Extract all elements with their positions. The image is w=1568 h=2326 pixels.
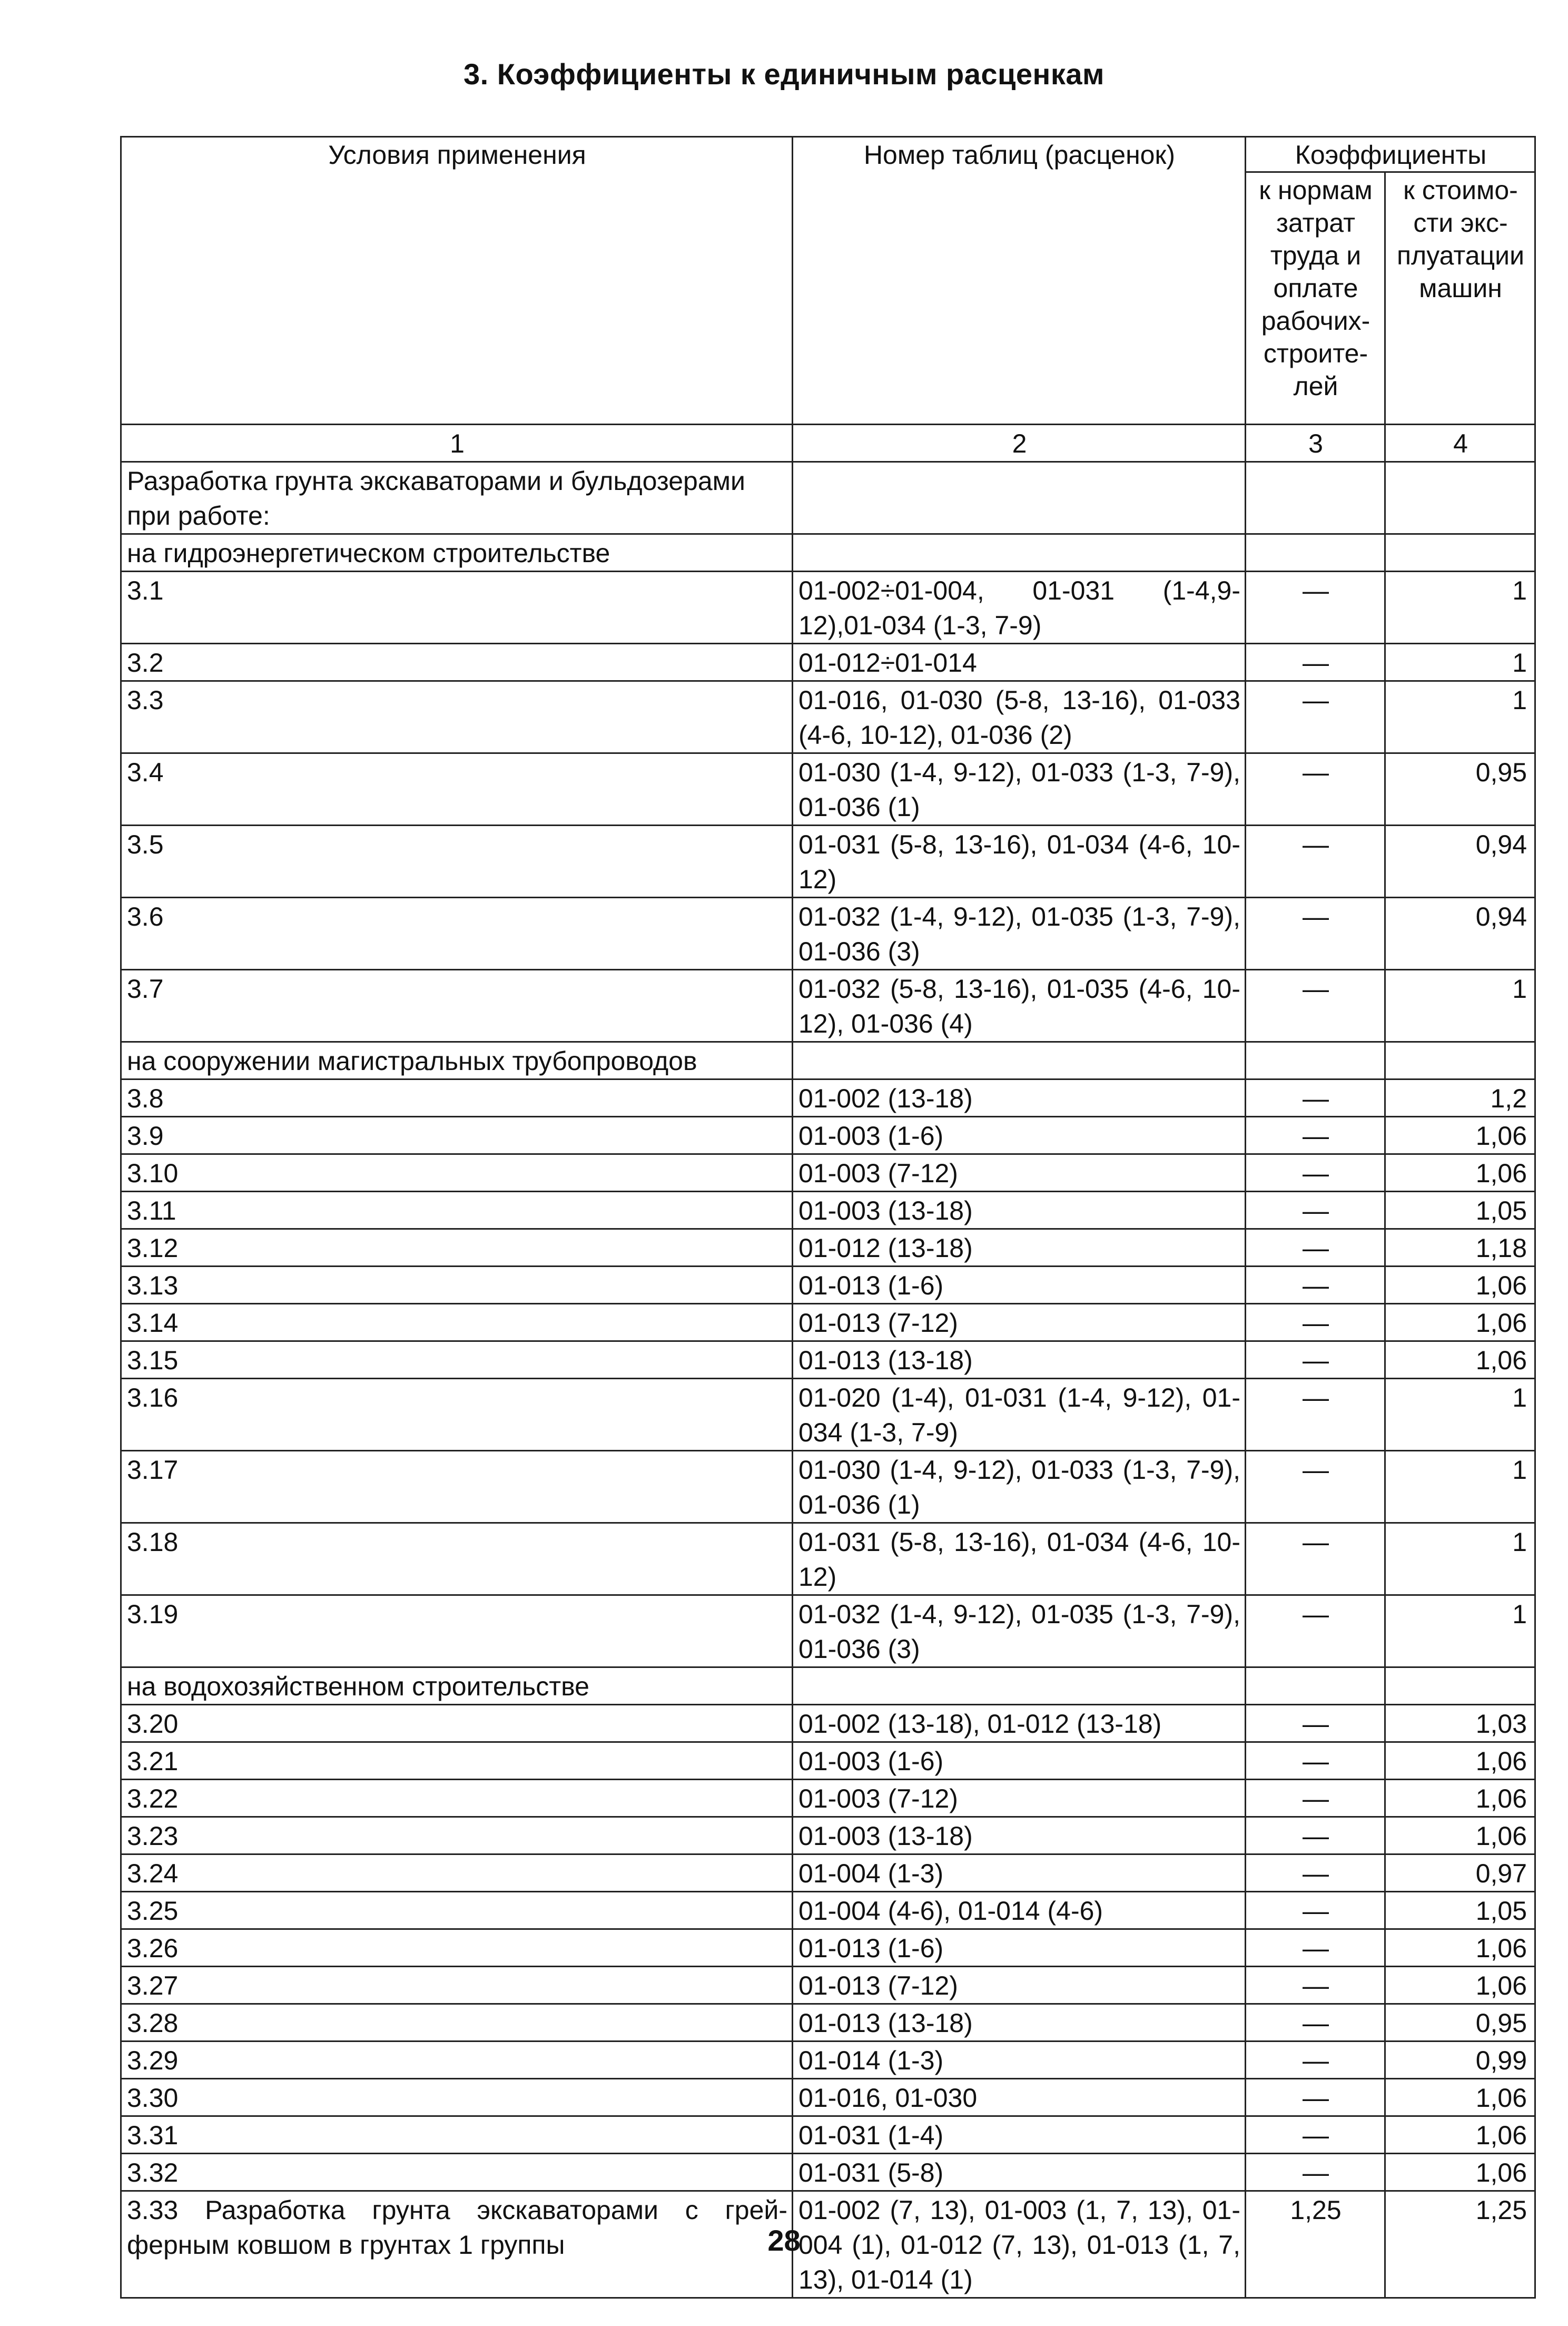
labor-coefficient-cell: — bbox=[1246, 2154, 1385, 2191]
condition-cell: 3.23 bbox=[121, 1817, 793, 1854]
machine-coefficient-cell: 1,06 bbox=[1385, 1117, 1535, 1154]
condition-cell: 3.12 bbox=[121, 1229, 793, 1267]
condition-cell: 3.20 bbox=[121, 1705, 793, 1742]
machine-coefficient-cell: 1 bbox=[1385, 644, 1535, 681]
table-numbers-cell: 01-030 (1-4, 9-12), 01-033 (1-3, 7-9), 01-036 (1) bbox=[793, 1451, 1246, 1523]
table-row bbox=[121, 1117, 1535, 1154]
table-numbers-cell: 01-016, 01-030 bbox=[793, 2079, 1246, 2116]
table-numbers-cell: 01-012÷01-014 bbox=[793, 644, 1246, 681]
labor-coefficient-cell: — bbox=[1246, 1780, 1385, 1817]
labor-coefficient-cell: — bbox=[1246, 1341, 1385, 1379]
table-row bbox=[121, 1892, 1535, 1929]
table-row bbox=[121, 753, 1535, 826]
machine-coefficient-cell: 0,94 bbox=[1385, 826, 1535, 898]
table-numbers-cell: 01-002÷01-004, 01-031 (1-4,9-12),01-034 (1-3, 7-9) bbox=[793, 572, 1246, 644]
table-row bbox=[121, 1154, 1535, 1192]
header-machines: к стоимо-сти экс-плуатации машин bbox=[1385, 172, 1535, 425]
condition-cell: 3.29 bbox=[121, 2042, 793, 2079]
machine-coefficient-cell: 1,05 bbox=[1385, 1892, 1535, 1929]
condition-cell: 3.7 bbox=[121, 970, 793, 1042]
machine-coefficient-cell: 0,94 bbox=[1385, 898, 1535, 970]
condition-cell: 3.25 bbox=[121, 1892, 793, 1929]
section-heading: Разработка грунта экскаваторами и бульдозерами при работе: bbox=[121, 462, 793, 534]
condition-cell: 3.21 bbox=[121, 1742, 793, 1780]
machine-coefficient-cell: 1,05 bbox=[1385, 1192, 1535, 1229]
machine-coefficient-cell: 1,06 bbox=[1385, 2079, 1535, 2116]
table-row bbox=[121, 2116, 1535, 2154]
page-number: 28 bbox=[767, 2224, 801, 2257]
labor-coefficient-cell: — bbox=[1246, 1379, 1385, 1451]
header-row bbox=[121, 137, 1535, 172]
header-labor: к нормам затрат труда и оплате рабочих-строите-лей bbox=[1246, 172, 1385, 425]
table-numbers-cell: 01-002 (13-18) bbox=[793, 1079, 1246, 1117]
table-numbers-cell: 01-013 (7-12) bbox=[793, 1967, 1246, 2004]
table-numbers-cell: 01-013 (1-6) bbox=[793, 1929, 1246, 1967]
labor-coefficient-cell: — bbox=[1246, 1595, 1385, 1667]
table-numbers-cell: 01-003 (1-6) bbox=[793, 1742, 1246, 1780]
empty-cell bbox=[1385, 534, 1535, 572]
table-row bbox=[121, 1451, 1535, 1523]
condition-cell: 3.26 bbox=[121, 1929, 793, 1967]
machine-coefficient-cell: 1,06 bbox=[1385, 1267, 1535, 1304]
table-numbers-cell: 01-031 (1-4) bbox=[793, 2116, 1246, 2154]
coefficients-table bbox=[120, 136, 1536, 2299]
page-title: 3. Коэффициенты к единичным расценкам bbox=[464, 57, 1104, 91]
empty-cell bbox=[1246, 462, 1385, 534]
machine-coefficient-cell: 1 bbox=[1385, 1523, 1535, 1595]
labor-coefficient-cell: — bbox=[1246, 1267, 1385, 1304]
empty-cell bbox=[1246, 1667, 1385, 1705]
condition-cell: 3.27 bbox=[121, 1967, 793, 2004]
machine-coefficient-cell: 1,06 bbox=[1385, 1341, 1535, 1379]
table-row bbox=[121, 970, 1535, 1042]
condition-cell: 3.2 bbox=[121, 644, 793, 681]
condition-cell: 3.14 bbox=[121, 1304, 793, 1341]
table-numbers-cell: 01-032 (1-4, 9-12), 01-035 (1-3, 7-9), 01-036 (3) bbox=[793, 1595, 1246, 1667]
labor-coefficient-cell: — bbox=[1246, 1154, 1385, 1192]
column-number: 1 bbox=[121, 425, 793, 462]
table-row bbox=[121, 681, 1535, 753]
labor-coefficient-cell: 1,25 bbox=[1246, 2191, 1385, 2298]
section-heading: на сооружении магистральных трубопроводов bbox=[121, 1042, 793, 1079]
empty-cell bbox=[1385, 1667, 1535, 1705]
labor-coefficient-cell: — bbox=[1246, 644, 1385, 681]
labor-coefficient-cell: — bbox=[1246, 898, 1385, 970]
labor-coefficient-cell: — bbox=[1246, 2116, 1385, 2154]
table-row bbox=[121, 1523, 1535, 1595]
column-number: 3 bbox=[1246, 425, 1385, 462]
table-row bbox=[121, 1341, 1535, 1379]
table-numbers-cell: 01-014 (1-3) bbox=[793, 2042, 1246, 2079]
machine-coefficient-cell: 1,18 bbox=[1385, 1229, 1535, 1267]
table-numbers-cell: 01-013 (13-18) bbox=[793, 1341, 1246, 1379]
labor-coefficient-cell: — bbox=[1246, 2004, 1385, 2042]
labor-coefficient-cell: — bbox=[1246, 1967, 1385, 2004]
labor-coefficient-cell: — bbox=[1246, 2079, 1385, 2116]
table-numbers-cell: 01-031 (5-8) bbox=[793, 2154, 1246, 2191]
machine-coefficient-cell: 1,06 bbox=[1385, 1742, 1535, 1780]
condition-cell: 3.8 bbox=[121, 1079, 793, 1117]
empty-cell bbox=[1385, 1042, 1535, 1079]
table-numbers-cell: 01-002 (7, 13), 01-003 (1, 7, 13), 01-004 (1), 01-012 (7, 13), 01-013 (1, 7, 13), 01-014 (1) bbox=[793, 2191, 1246, 2298]
condition-cell: 3.22 bbox=[121, 1780, 793, 1817]
empty-cell bbox=[793, 1667, 1246, 1705]
labor-coefficient-cell: — bbox=[1246, 753, 1385, 826]
table-numbers-cell: 01-032 (5-8, 13-16), 01-035 (4-6, 10-12), 01-036 (4) bbox=[793, 970, 1246, 1042]
table-row bbox=[121, 1379, 1535, 1451]
table-row bbox=[121, 1929, 1535, 1967]
table-row bbox=[121, 1705, 1535, 1742]
condition-cell: 3.9 bbox=[121, 1117, 793, 1154]
labor-coefficient-cell: — bbox=[1246, 1229, 1385, 1267]
machine-coefficient-cell: 0,95 bbox=[1385, 753, 1535, 826]
header-conditions: Условия применения bbox=[121, 137, 793, 425]
empty-cell bbox=[1246, 1042, 1385, 1079]
labor-coefficient-cell: — bbox=[1246, 1929, 1385, 1967]
table-numbers-cell: 01-032 (1-4, 9-12), 01-035 (1-3, 7-9), 01-036 (3) bbox=[793, 898, 1246, 970]
table-row bbox=[121, 1595, 1535, 1667]
labor-coefficient-cell: — bbox=[1246, 572, 1385, 644]
labor-coefficient-cell: — bbox=[1246, 1854, 1385, 1892]
condition-cell: 3.32 bbox=[121, 2154, 793, 2191]
machine-coefficient-cell: 0,95 bbox=[1385, 2004, 1535, 2042]
header-tables: Номер таблиц (расценок) bbox=[793, 137, 1246, 425]
header-coefficients: Коэффициенты bbox=[1246, 137, 1535, 172]
table-row bbox=[121, 1192, 1535, 1229]
machine-coefficient-cell: 1,06 bbox=[1385, 1154, 1535, 1192]
table-numbers-cell: 01-020 (1-4), 01-031 (1-4, 9-12), 01-034 (1-3, 7-9) bbox=[793, 1379, 1246, 1451]
machine-coefficient-cell: 1 bbox=[1385, 1595, 1535, 1667]
condition-cell: 3.16 bbox=[121, 1379, 793, 1451]
machine-coefficient-cell: 0,97 bbox=[1385, 1854, 1535, 1892]
condition-cell: 3.28 bbox=[121, 2004, 793, 2042]
labor-coefficient-cell: — bbox=[1246, 2042, 1385, 2079]
condition-cell: 3.31 bbox=[121, 2116, 793, 2154]
machine-coefficient-cell: 1,25 bbox=[1385, 2191, 1535, 2298]
section-heading-row bbox=[121, 462, 1535, 534]
section-heading-row bbox=[121, 1667, 1535, 1705]
column-number: 2 bbox=[793, 425, 1246, 462]
column-number: 4 bbox=[1385, 425, 1535, 462]
machine-coefficient-cell: 1,06 bbox=[1385, 1817, 1535, 1854]
labor-coefficient-cell: — bbox=[1246, 681, 1385, 753]
condition-cell: 3.1 bbox=[121, 572, 793, 644]
column-numbers-row bbox=[121, 425, 1535, 462]
table-numbers-cell: 01-013 (7-12) bbox=[793, 1304, 1246, 1341]
condition-cell: 3.11 bbox=[121, 1192, 793, 1229]
section-heading-row bbox=[121, 534, 1535, 572]
table-row bbox=[121, 2004, 1535, 2042]
empty-cell bbox=[793, 1042, 1246, 1079]
table-numbers-cell: 01-003 (7-12) bbox=[793, 1780, 1246, 1817]
machine-coefficient-cell: 1,06 bbox=[1385, 1780, 1535, 1817]
machine-coefficient-cell: 1,06 bbox=[1385, 1304, 1535, 1341]
empty-cell bbox=[793, 534, 1246, 572]
table-row bbox=[121, 1267, 1535, 1304]
table-numbers-cell: 01-031 (5-8, 13-16), 01-034 (4-6, 10-12) bbox=[793, 1523, 1246, 1595]
labor-coefficient-cell: — bbox=[1246, 1817, 1385, 1854]
table-row bbox=[121, 1780, 1535, 1817]
condition-cell: 3.4 bbox=[121, 753, 793, 826]
table-row bbox=[121, 1817, 1535, 1854]
labor-coefficient-cell: — bbox=[1246, 1192, 1385, 1229]
machine-coefficient-cell: 1,2 bbox=[1385, 1079, 1535, 1117]
machine-coefficient-cell: 0,99 bbox=[1385, 2042, 1535, 2079]
table-numbers-cell: 01-030 (1-4, 9-12), 01-033 (1-3, 7-9), 01-036 (1) bbox=[793, 753, 1246, 826]
machine-coefficient-cell: 1,06 bbox=[1385, 1929, 1535, 1967]
machine-coefficient-cell: 1 bbox=[1385, 970, 1535, 1042]
table-row bbox=[121, 1079, 1535, 1117]
labor-coefficient-cell: — bbox=[1246, 1117, 1385, 1154]
condition-cell: 3.17 bbox=[121, 1451, 793, 1523]
labor-coefficient-cell: — bbox=[1246, 826, 1385, 898]
table-row bbox=[121, 898, 1535, 970]
machine-coefficient-cell: 1,03 bbox=[1385, 1705, 1535, 1742]
table-numbers-cell: 01-004 (1-3) bbox=[793, 1854, 1246, 1892]
section-heading-row bbox=[121, 1042, 1535, 1079]
condition-cell: 3.10 bbox=[121, 1154, 793, 1192]
table-numbers-cell: 01-003 (1-6) bbox=[793, 1117, 1246, 1154]
machine-coefficient-cell: 1 bbox=[1385, 681, 1535, 753]
condition-cell: 3.24 bbox=[121, 1854, 793, 1892]
table-numbers-cell: 01-002 (13-18), 01-012 (13-18) bbox=[793, 1705, 1246, 1742]
table-row bbox=[121, 1854, 1535, 1892]
table-row bbox=[121, 1742, 1535, 1780]
table-row bbox=[121, 1229, 1535, 1267]
condition-cell: 3.19 bbox=[121, 1595, 793, 1667]
labor-coefficient-cell: — bbox=[1246, 1304, 1385, 1341]
table-numbers-cell: 01-004 (4-6), 01-014 (4-6) bbox=[793, 1892, 1246, 1929]
condition-cell: 3.6 bbox=[121, 898, 793, 970]
condition-cell: 3.5 bbox=[121, 826, 793, 898]
condition-cell: 3.3 bbox=[121, 681, 793, 753]
machine-coefficient-cell: 1,06 bbox=[1385, 1967, 1535, 2004]
condition-cell: 3.33 Разработка грунта экскаваторами с грей-ферным ковшом в грунтах 1 группы bbox=[121, 2191, 793, 2298]
condition-cell: 3.30 bbox=[121, 2079, 793, 2116]
table-numbers-cell: 01-031 (5-8, 13-16), 01-034 (4-6, 10-12) bbox=[793, 826, 1246, 898]
condition-cell: 3.18 bbox=[121, 1523, 793, 1595]
labor-coefficient-cell: — bbox=[1246, 1523, 1385, 1595]
condition-cell: 3.13 bbox=[121, 1267, 793, 1304]
table-numbers-cell: 01-012 (13-18) bbox=[793, 1229, 1246, 1267]
labor-coefficient-cell: — bbox=[1246, 1451, 1385, 1523]
table-numbers-cell: 01-003 (13-18) bbox=[793, 1192, 1246, 1229]
machine-coefficient-cell: 1 bbox=[1385, 1379, 1535, 1451]
labor-coefficient-cell: — bbox=[1246, 1079, 1385, 1117]
machine-coefficient-cell: 1,06 bbox=[1385, 2154, 1535, 2191]
labor-coefficient-cell: — bbox=[1246, 970, 1385, 1042]
table-numbers-cell: 01-003 (13-18) bbox=[793, 1817, 1246, 1854]
table-numbers-cell: 01-013 (1-6) bbox=[793, 1267, 1246, 1304]
labor-coefficient-cell: — bbox=[1246, 1892, 1385, 1929]
table-numbers-cell: 01-013 (13-18) bbox=[793, 2004, 1246, 2042]
empty-cell bbox=[1385, 462, 1535, 534]
condition-cell: 3.15 bbox=[121, 1341, 793, 1379]
table-numbers-cell: 01-003 (7-12) bbox=[793, 1154, 1246, 1192]
empty-cell bbox=[1246, 534, 1385, 572]
table-row bbox=[121, 826, 1535, 898]
machine-coefficient-cell: 1 bbox=[1385, 572, 1535, 644]
labor-coefficient-cell: — bbox=[1246, 1705, 1385, 1742]
table-row bbox=[121, 2042, 1535, 2079]
table-row bbox=[121, 2154, 1535, 2191]
table-numbers-cell: 01-016, 01-030 (5-8, 13-16), 01-033 (4-6, 10-12), 01-036 (2) bbox=[793, 681, 1246, 753]
table-row bbox=[121, 644, 1535, 681]
section-heading: на водохозяйственном строительстве bbox=[121, 1667, 793, 1705]
machine-coefficient-cell: 1 bbox=[1385, 1451, 1535, 1523]
table-row bbox=[121, 1304, 1535, 1341]
table-row bbox=[121, 2079, 1535, 2116]
table-row bbox=[121, 572, 1535, 644]
table-row bbox=[121, 1967, 1535, 2004]
empty-cell bbox=[793, 462, 1246, 534]
section-heading: на гидроэнергетическом строительстве bbox=[121, 534, 793, 572]
machine-coefficient-cell: 1,06 bbox=[1385, 2116, 1535, 2154]
labor-coefficient-cell: — bbox=[1246, 1742, 1385, 1780]
